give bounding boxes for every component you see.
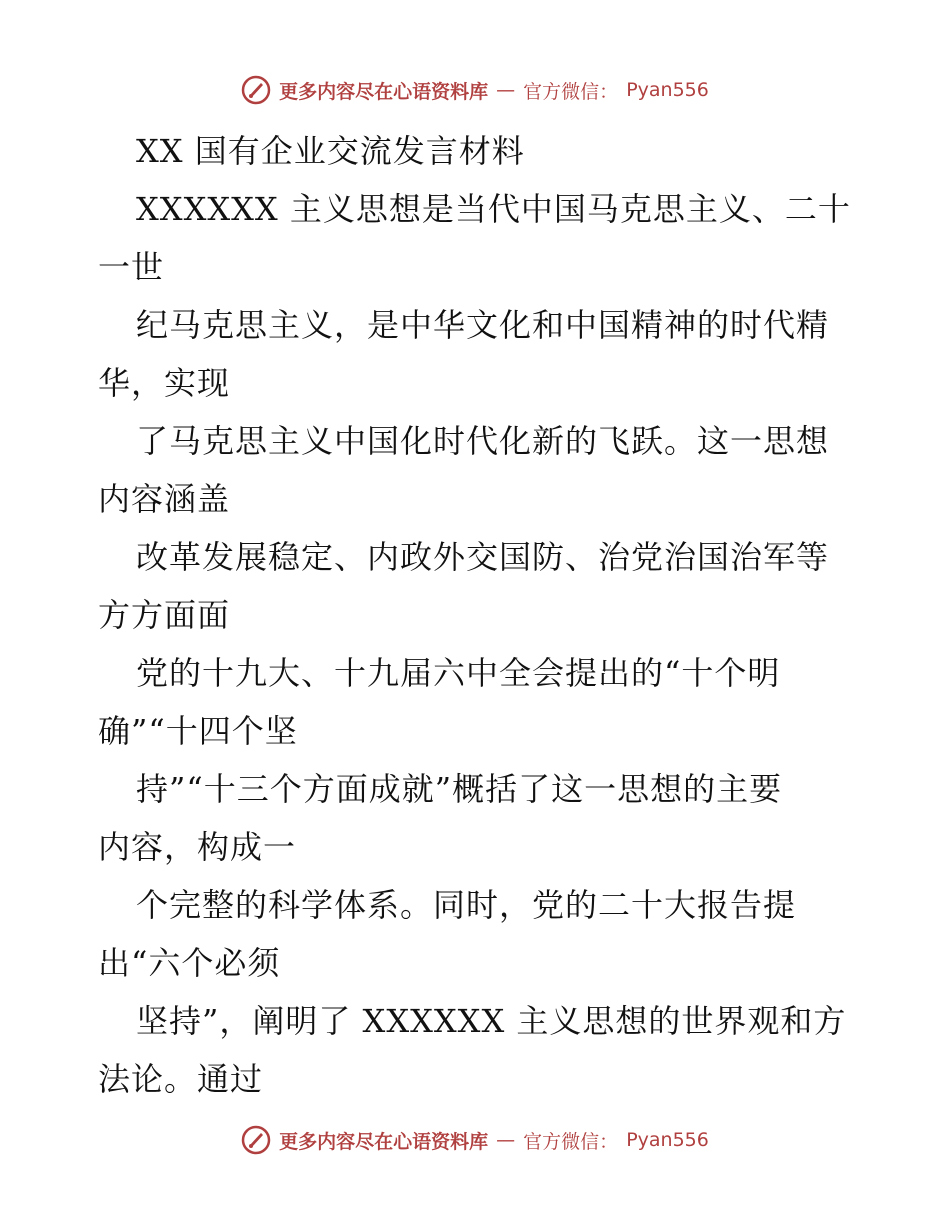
brand-logo-icon bbox=[241, 1125, 271, 1155]
brand-logo-icon bbox=[241, 75, 271, 105]
text-line: 方方面面 bbox=[98, 596, 231, 634]
watermark-contact-label: 官方微信： bbox=[523, 1130, 619, 1153]
watermark-text: 更多内容尽在心语资料库 bbox=[279, 80, 489, 103]
text-line: 确”“十四个坚 bbox=[98, 712, 298, 750]
text-line: 出“六个必须 bbox=[98, 944, 281, 982]
text-line: 党的十九大、十九届六中全会提出的“十个明 bbox=[136, 654, 781, 692]
text-line: 法论。通过 bbox=[98, 1060, 264, 1098]
watermark-footer bbox=[0, 1120, 950, 1160]
text-line: 内容涵盖 bbox=[98, 480, 231, 518]
watermark-contact-label: 官方微信： bbox=[523, 80, 619, 103]
watermark-text: 更多内容尽在心语资料库 bbox=[279, 1130, 489, 1153]
text-line: 纪马克思主义，是中华文化和中国精神的时代精 bbox=[136, 306, 830, 344]
document-title: XX 国有企业交流发言材料 bbox=[136, 132, 525, 170]
document-body bbox=[98, 122, 858, 1108]
text-line: 了马克思主义中国化时代化新的飞跃。这一思想 bbox=[136, 422, 830, 460]
watermark-separator: — bbox=[496, 79, 516, 101]
text-line: 华，实现 bbox=[98, 364, 231, 402]
watermark-header bbox=[0, 70, 950, 110]
watermark-separator: — bbox=[496, 1129, 516, 1151]
watermark-contact-id: Pyan556 bbox=[626, 79, 709, 101]
text-line: 坚持”，阐明了 XXXXXX 主义思想的世界观和方 bbox=[136, 1002, 847, 1040]
text-line: 改革发展稳定、内政外交国防、治党治国治军等 bbox=[136, 538, 830, 576]
text-line: 个完整的科学体系。同时，党的二十大报告提 bbox=[136, 886, 797, 924]
text-line: 内容，构成一 bbox=[98, 828, 297, 866]
watermark-contact-id: Pyan556 bbox=[626, 1129, 709, 1151]
text-line: 一世 bbox=[98, 248, 165, 286]
text-line: 持”“十三个方面成就”概括了这一思想的主要 bbox=[136, 770, 783, 808]
text-line: XXXXXX 主义思想是当代中国马克思主义、二十 bbox=[136, 190, 851, 228]
